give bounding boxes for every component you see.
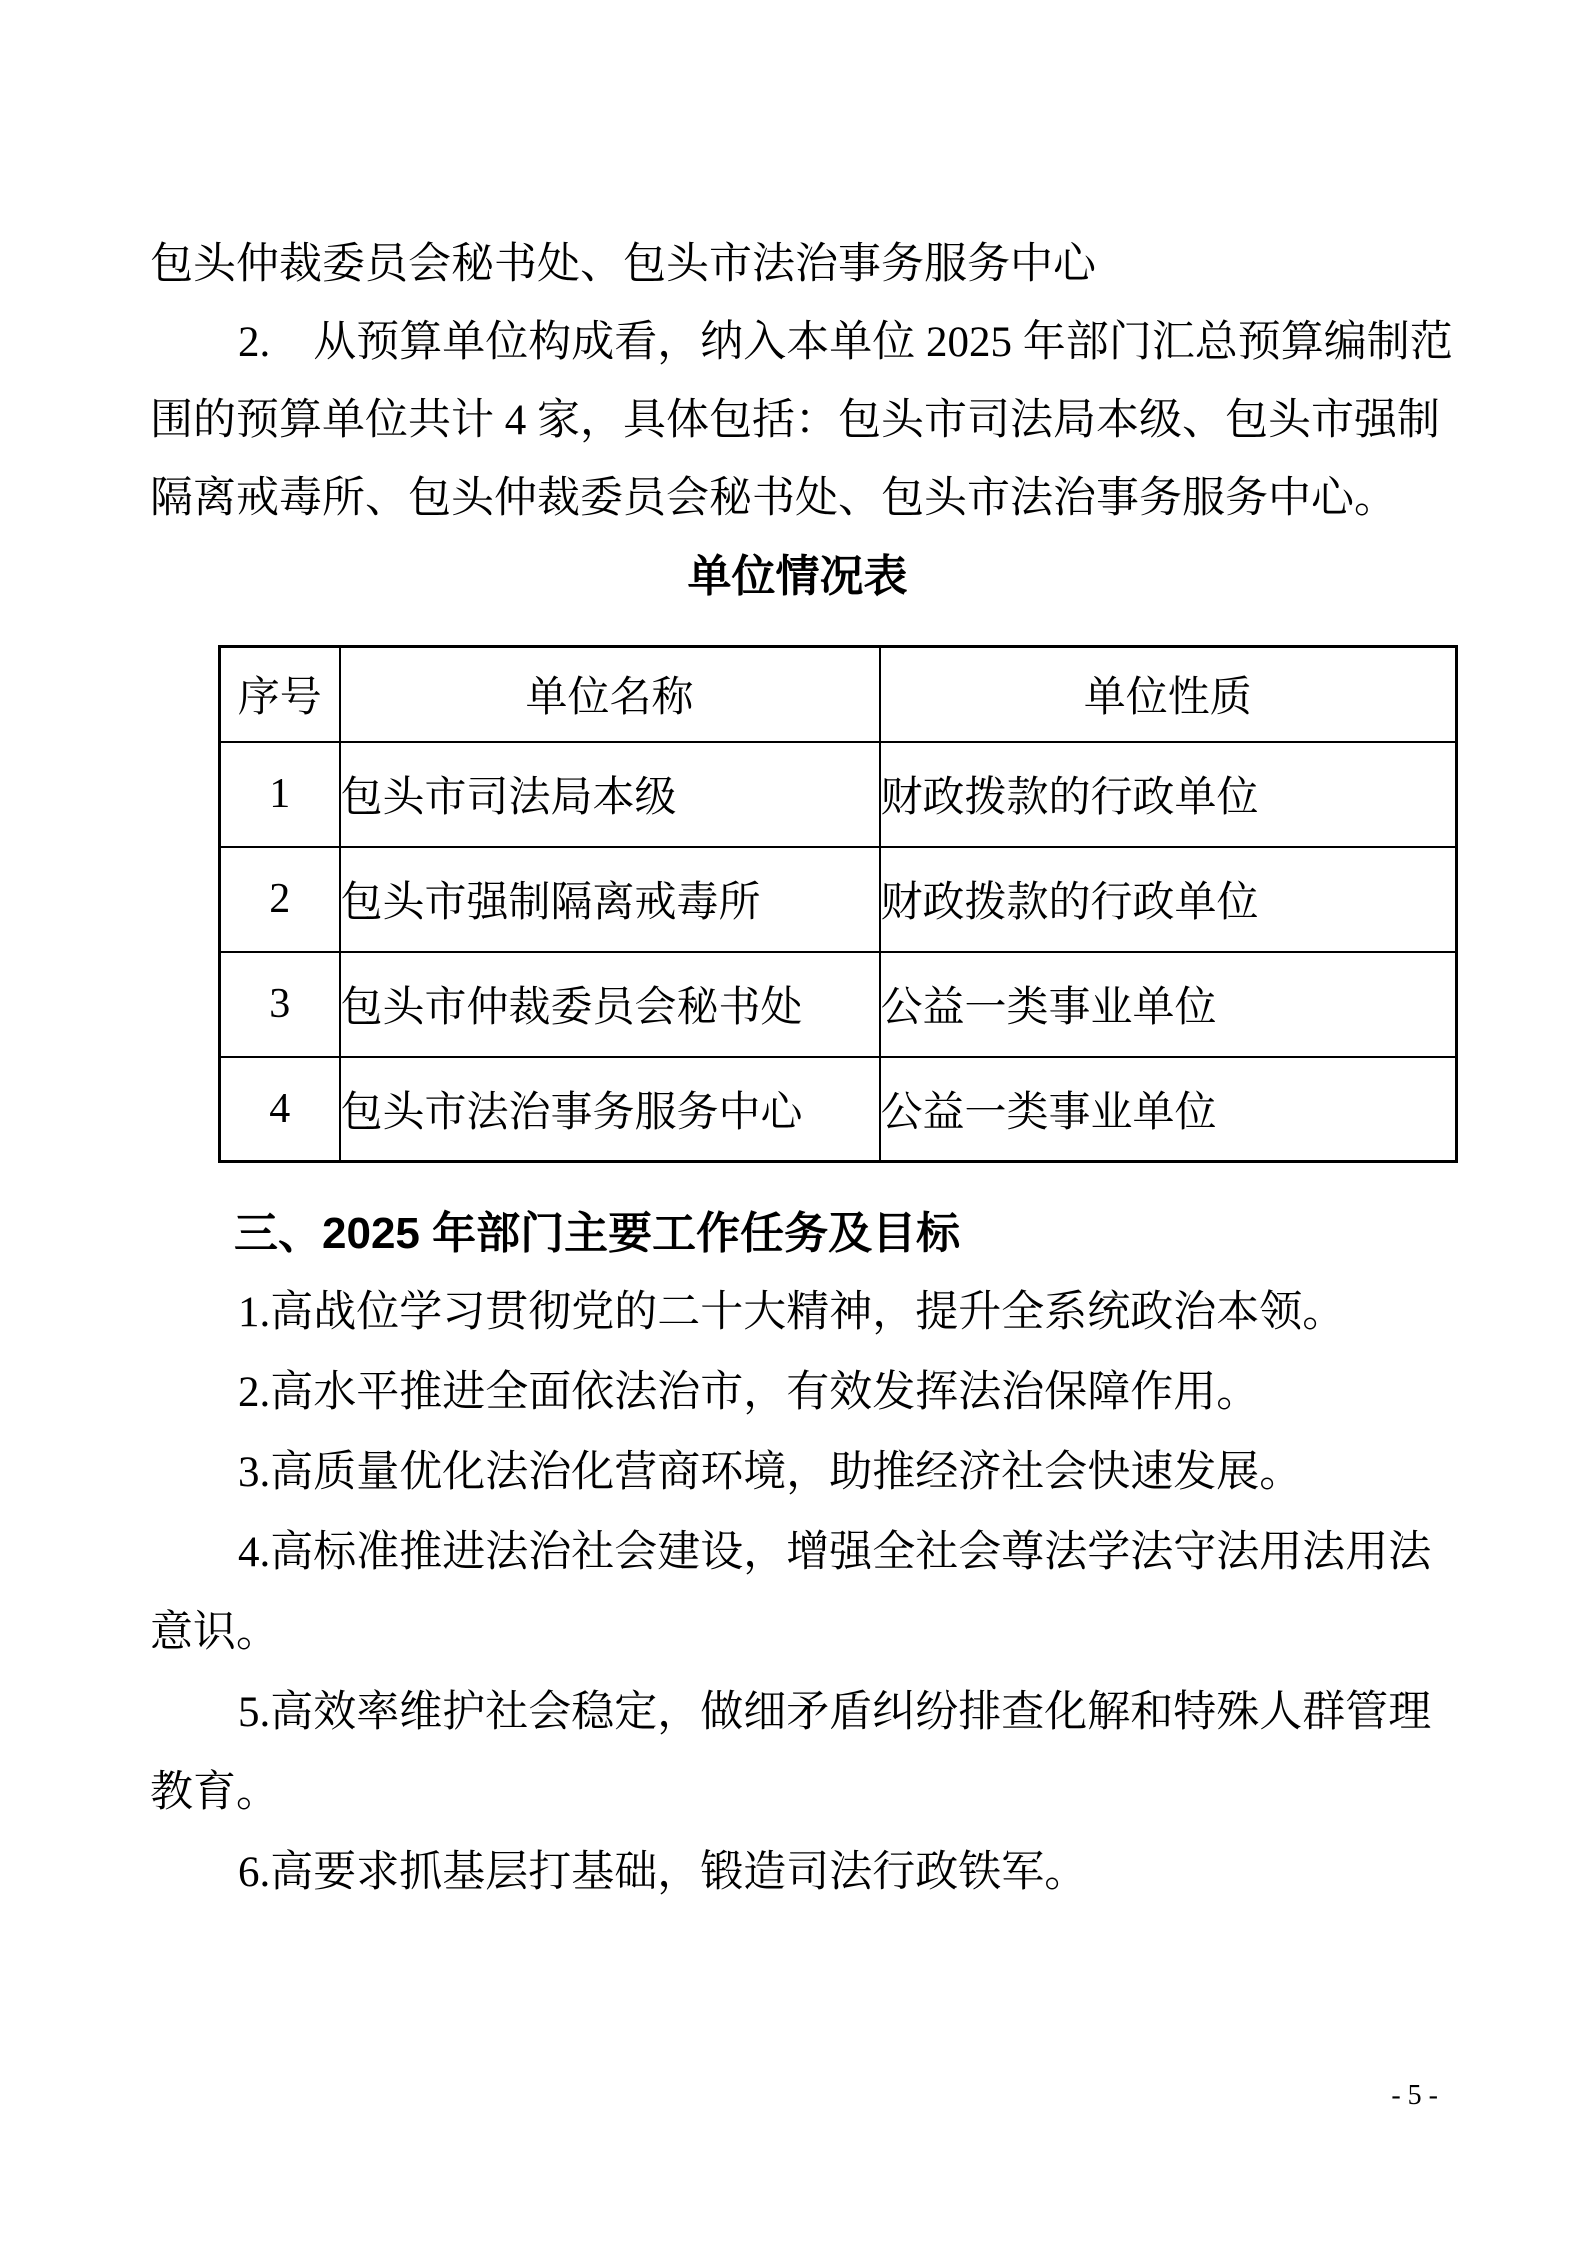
column-header-name: 单位名称	[340, 647, 880, 742]
cell-unit-name: 包头市司法局本级	[340, 742, 880, 847]
intro-paragraphs	[150, 226, 1453, 538]
page-number: - 5 -	[1391, 2080, 1438, 2111]
table-row	[220, 1057, 1457, 1162]
cell-index: 4	[220, 1057, 340, 1162]
column-header-type: 单位性质	[880, 647, 1457, 742]
cell-unit-name: 包头市强制隔离戒毒所	[340, 847, 880, 952]
cell-unit-name: 包头市法治事务服务中心	[340, 1057, 880, 1162]
task-line-continuation: 教育。	[150, 1769, 279, 1816]
task-line: 1.高战位学习贯彻党的二十大精神，提升全系统政治本领。	[238, 1289, 1346, 1336]
task-line-continuation: 意识。	[150, 1609, 279, 1656]
table-row	[220, 952, 1457, 1057]
task-line: 2.高水平推进全面依法治市，有效发挥法治保障作用。	[238, 1369, 1260, 1416]
task-line: 3.高质量优化法治化营商环境，助推经济社会快速发展。	[238, 1449, 1303, 1496]
cell-index: 3	[220, 952, 340, 1057]
cell-unit-type: 公益一类事业单位	[880, 1057, 1457, 1162]
task-line: 6.高要求抓基层打基础，锻造司法行政铁军。	[238, 1849, 1088, 1896]
cell-index: 1	[220, 742, 340, 847]
task-line: 4.高标准推进法治社会建设，增强全社会尊法学法守法用法用法	[238, 1529, 1432, 1576]
cell-unit-type: 财政拨款的行政单位	[880, 847, 1457, 952]
paragraph-line: 围的预算单位共计 4 家，具体包括：包头市司法局本级、包头市强制	[150, 397, 1440, 444]
table-row	[220, 742, 1457, 847]
cell-index: 2	[220, 847, 340, 952]
table-row	[220, 847, 1457, 952]
unit-table	[218, 645, 1458, 1163]
paragraph-line: 隔离戒毒所、包头仲裁委员会秘书处、包头市法治事务服务中心。	[150, 475, 1397, 522]
cell-unit-type: 公益一类事业单位	[880, 952, 1457, 1057]
paragraph-line: 2. 从预算单位构成看，纳入本单位 2025 年部门汇总预算编制范	[238, 319, 1453, 366]
section-heading: 三、2025 年部门主要工作任务及目标	[234, 1209, 961, 1258]
table-header-row	[220, 647, 1457, 742]
cell-unit-name: 包头市仲裁委员会秘书处	[340, 952, 880, 1057]
paragraph-line: 包头仲裁委员会秘书处、包头市法治事务服务中心	[150, 241, 1096, 288]
task-line: 5.高效率维护社会稳定，做细矛盾纠纷排查化解和特殊人群管理	[238, 1689, 1432, 1736]
column-header-index: 序号	[220, 647, 340, 742]
section-three	[150, 1195, 1445, 1913]
table-title: 单位情况表	[687, 552, 908, 601]
cell-unit-type: 财政拨款的行政单位	[880, 742, 1457, 847]
